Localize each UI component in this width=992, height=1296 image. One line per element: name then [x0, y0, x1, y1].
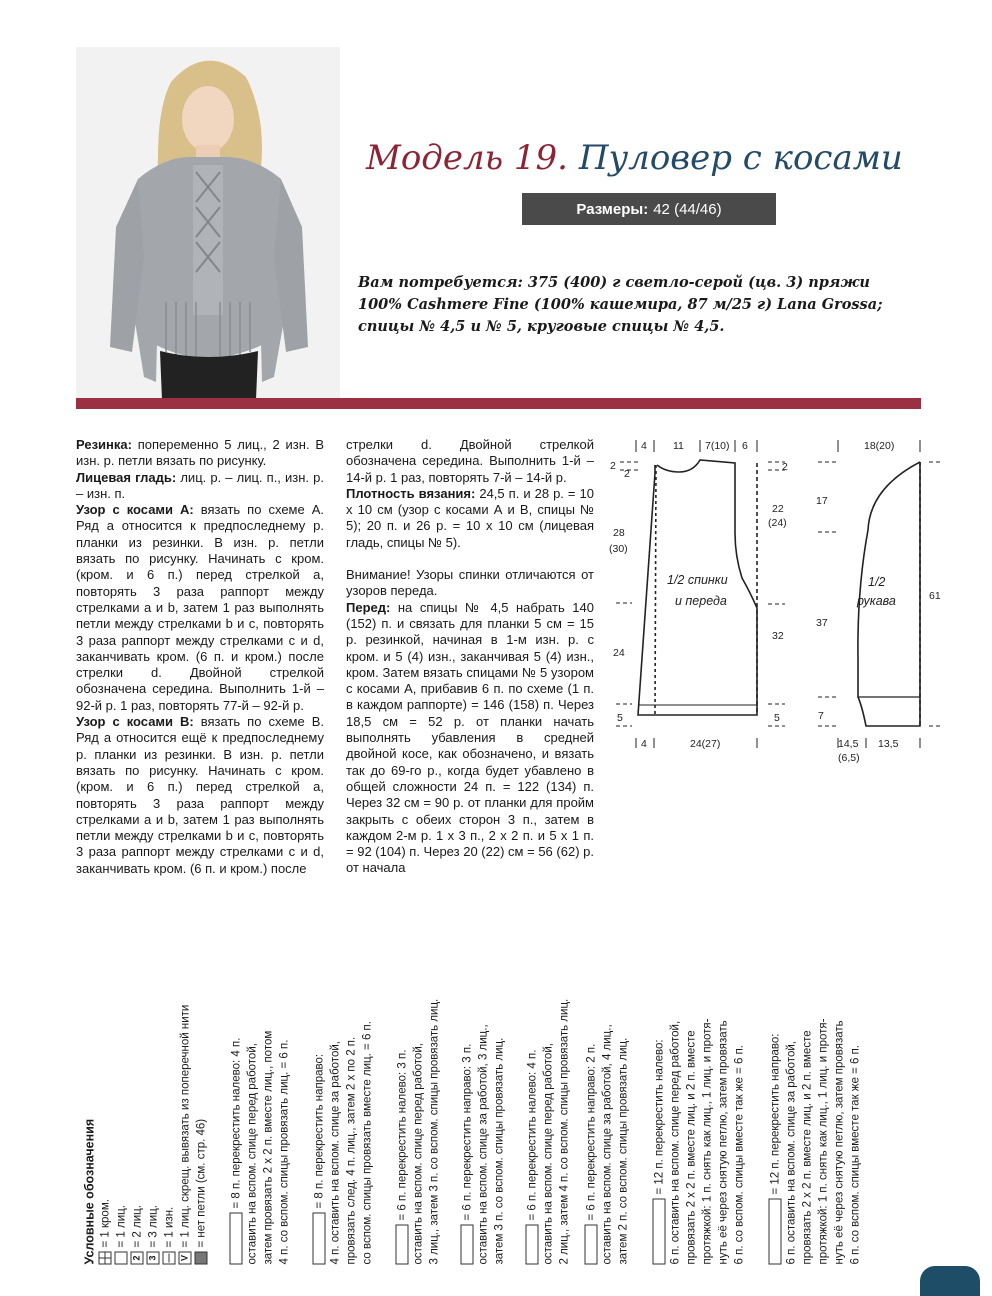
legend-item-edge — [99, 1199, 115, 1264]
cable-6-right-a-icon — [461, 1224, 474, 1264]
symbol-edge-icon — [99, 1251, 112, 1264]
legend-text-m1: = 1 лиц. скрещ. вывязать из поперечной нити — [179, 1004, 192, 1247]
legend-cross-8-right-l3: провязать след. 4 п. лиц., затем 2 х по 2 п. — [345, 1036, 358, 1264]
legend-cross-6-right-a — [461, 1043, 477, 1264]
legend-cross-6-left-b-l3: 2 лиц., затем 4 п. со вспом. спицы провязать лиц. — [558, 998, 571, 1264]
legend-item-k2 — [131, 1205, 147, 1264]
heading-front: Перед: — [346, 599, 391, 615]
symbol-no-stitch-icon — [195, 1251, 208, 1264]
heading-stockinette: Лицевая гладь: — [76, 469, 177, 485]
legend-cross-12-left-l6: 6 п. со вспом. спицы вместе так же = 6 п. — [733, 1044, 746, 1264]
cable-8-right-icon — [313, 1212, 326, 1264]
heading-density: Плотность вязания: — [346, 485, 476, 501]
dim-left-5: 5 — [617, 712, 623, 724]
cross-8-right-line1: = 8 п. перекрестить направо: — [313, 1053, 326, 1208]
materials-text: Вам потребуется: 375 (400) г светло-серой (цв. 3) пряжи 100% Cashmere Fine (100% кашемира, 87 м/25 г) Lana Grossa; спицы № 4,5 и № 5, круговые спицы № 4,5. — [358, 274, 883, 335]
legend-cross-8-right — [313, 1053, 329, 1264]
legend-cross-12-left-l2: 6 п. оставить на вспом. спице перед работой, — [669, 1020, 682, 1264]
dim-right-24: (24) — [768, 517, 787, 529]
legend-title: Условные обозначения — [82, 1118, 97, 1264]
legend-text-k2: = 2 лиц. — [131, 1204, 144, 1247]
dim-bottom-4: 4 — [641, 738, 647, 750]
dim-right-5: 5 — [774, 712, 780, 724]
dim-right-32: 32 — [772, 630, 784, 642]
legend-cross-6-left-b — [526, 1049, 542, 1264]
heading-cable-a: Узор с косами А: — [76, 502, 194, 518]
legend — [80, 944, 905, 1264]
dim-sleeve-b1: 14,5 — [838, 738, 859, 750]
dim-sleeve-top: 18(20) — [864, 440, 895, 452]
dim-left-28: 28 — [613, 527, 625, 539]
cable-6-left-a-icon — [396, 1224, 409, 1264]
legend-cross-6-right-a-l3: затем 3 п. со вспом. спицы провязать лиц. — [493, 1037, 506, 1264]
dim-right-22: 22 — [772, 503, 784, 515]
paragraph-warning: Внимание! Узоры спинки отличаются от узоров переда. — [346, 567, 594, 599]
legend-cross-12-left-l3: провязать 2 х 2 п. вместе лиц. и 2 п. вместе — [685, 1029, 698, 1264]
dim-bottom-24: 24(27) — [690, 738, 721, 750]
legend-cross-12-right-l2: 6 п. оставить на вспом. спице за работой, — [785, 1040, 798, 1264]
legend-cross-12-right — [769, 1033, 785, 1264]
legend-text-no-stitch: = нет петли (см. стр. 46) — [195, 1118, 208, 1247]
heading-rib: Резинка: — [76, 437, 132, 452]
cross-6-left-a-line1: = 6 п. перекрестить налево: 3 п. — [396, 1049, 409, 1220]
sleeve-label-line1: 1/2 — [868, 575, 886, 589]
dim-top-4: 4 — [641, 440, 647, 452]
cross-6-left-b-line1: = 6 п. перекрестить налево: 4 п. — [526, 1049, 539, 1220]
legend-item-no-stitch — [195, 1118, 211, 1264]
text-density: 24,5 п. и 28 р. = 10 х 10 см (узор с косами А и В, спицы № 5); 20 п. и 26 р. = 10 х 10 см (лицевая гладь, спицы № 5). — [346, 485, 594, 550]
symbol-p1-icon — [163, 1251, 176, 1264]
cross-12-left-line1: = 12 п. перекрестить налево: — [653, 1038, 666, 1194]
cross-8-left-line1: = 8 п. перекрестить налево: 4 п. — [230, 1037, 243, 1208]
body-schematic — [616, 460, 785, 726]
body-label-line1: 1/2 спинки — [667, 573, 728, 587]
legend-cross-12-left — [653, 1039, 669, 1264]
dim-sleeve-17: 17 — [816, 495, 828, 507]
paragraph-continued: стрелки d. Двойной стрелкой обозначена середина. Выполнить 1-й – 14-й р. 1 раз, повторять 7-й – 14-й р. — [346, 437, 594, 485]
legend-cross-8-left-l4: 4 п. со вспом. спицы провязать лиц. = 6 п. — [278, 1039, 291, 1264]
dim-sleeve-61: 61 — [929, 590, 941, 602]
text-front: на спицы № 4,5 набрать 140 (152) п. и связать для планки 5 см = 15 р. резинкой, начиная в 1-м изн. р. с кром. и 5 (4) изн., заканчивая 5 (4) изн., кром. Затем вязать спицами № 5 узором с косами А, прибавив 6 п. по схеме (1 п. в каждом раппорте) = 146 (158) п. Через 18,5 см = 52 р. от планки начать выполнять убавления в средней двойной косе, как обозначено, и вязать так до 69-го р., когда будет убавлено в общей сложности 24 п. = 122 (134) п. Через 32 см = 90 р. от планки для пройм закрыть с обеих сторон 3 п., затем в каждом 2-м р. 1 х 3 п., 2 х 2 п. и 5 х 1 п. = 92 (104) п. Через 20 (22) см = 56 (62) р. от начала — [346, 599, 594, 876]
model-name: Пуловер с косами — [578, 138, 903, 178]
legend-text-k3: = 3 лиц. — [147, 1204, 160, 1247]
cross-6-right-b-line1: = 6 п. перекрестить направо: 2 п. — [585, 1043, 598, 1220]
dim-left-2a: 2 — [610, 460, 616, 472]
legend-cross-6-right-b-l2: оставить на вспом. спице за работой, 4 лиц., — [601, 1023, 614, 1264]
dim-top-7: 7(10) — [705, 440, 730, 452]
dim-top-11: 11 — [673, 440, 684, 452]
page-number-tab — [920, 1266, 980, 1296]
sleeve-label-line2: рукава — [857, 594, 896, 608]
dim-left-24: 24 — [613, 647, 625, 659]
text-rib: попеременно 5 лиц., 2 изн. В изн. р. петли вязать по рисунку. — [76, 437, 324, 469]
sizes-label: Размеры: — [576, 200, 649, 218]
dim-right-2: 2 — [782, 461, 788, 473]
legend-text-edge: = 1 кром. — [99, 1198, 112, 1247]
sizes-value: 42 (44/46) — [653, 200, 722, 218]
text-cable-a: вязать по схеме А. Ряд а относится к предпоследнему р. планки из резинки. В изн. р. петли вязать по рисунку. Начинать с кром. (кром. и 6 п.) перед стрелкой а, повторять 3 раза раппорт между стрелками а и b, затем 1 раз выполнять петли между стрелками b и с, повторять 3 раза раппорт между стрелками с и d, заканчивать кром. (6 п. и кром.) после стрелки d. Двойной стрелкой обозначена середина. Выполнить 1-й – 92-й р. 1 раз, повторять 77-й – 92-й р. — [76, 502, 324, 713]
text-stockinette: лиц. р. – лиц. п., изн. р. – изн. п. — [76, 469, 324, 501]
symbol-m1-icon: V — [179, 1251, 192, 1264]
symbol-k2-icon: 2 — [131, 1251, 144, 1264]
legend-cross-6-left-a-l2: оставить на вспом. спице перед работой, — [412, 1042, 425, 1264]
legend-cross-12-right-l6: 6 п. со вспом. спицы вместе так же = 6 п. — [849, 1044, 862, 1264]
dim-sleeve-b2: 13,5 — [878, 738, 899, 750]
cable-6-right-b-icon — [585, 1224, 598, 1264]
dim-sleeve-b1b: (6,5) — [838, 752, 860, 764]
cross-6-right-a-line1: = 6 п. перекрестить направо: 3 п. — [461, 1043, 474, 1220]
legend-cross-8-left-l3: затем провязать 2 х 2 п. вместе лиц., потом — [262, 1030, 275, 1264]
legend-cross-12-right-l5: нуть её через снятую петлю, затем провязать — [833, 1019, 846, 1264]
legend-item-m1 — [179, 1004, 195, 1264]
cable-12-left-icon — [653, 1198, 666, 1264]
legend-item-k3 — [147, 1205, 163, 1264]
legend-cross-6-right-a-l2: оставить на вспом. спице за работой, 3 лиц., — [477, 1023, 490, 1264]
dim-top-6: 6 — [742, 440, 748, 452]
legend-cross-6-left-a-l3: 3 лиц., затем 3 п. со вспом. спицы провязать лиц. — [428, 998, 441, 1264]
dim-left-30: (30) — [609, 543, 628, 555]
legend-text-k1: = 1 лиц. — [115, 1204, 128, 1247]
symbol-k1-icon — [115, 1251, 128, 1264]
legend-cross-12-left-l5: нуть её через снятую петлю, затем провязать — [717, 1019, 730, 1264]
legend-item-p1 — [163, 1206, 179, 1264]
cable-8-left-icon — [230, 1212, 243, 1264]
legend-cross-6-left-b-l2: оставить на вспом. спице перед работой, — [542, 1042, 555, 1264]
cable-12-right-icon — [769, 1198, 782, 1264]
legend-cross-8-right-l2: 4 п. оставить на вспом. спице за работой, — [329, 1040, 342, 1264]
dim-sleeve-7: 7 — [818, 710, 824, 722]
legend-cross-12-left-l4: протяжкой: 1 п. снять как лиц., 1 лиц. и протя- — [701, 1018, 714, 1264]
legend-cross-12-right-l4: протяжкой: 1 п. снять как лиц., 1 лиц. и протя- — [817, 1018, 830, 1264]
body-label-line2: и переда — [675, 594, 727, 608]
legend-cross-8-right-l4: со вспом. спицы провязать вместе лиц. = 6 п. — [361, 1020, 374, 1264]
text-cable-b: вязать по схеме В. Ряд а относится ещё к предпоследнему р. планки из резинки. В изн. р. петли вязать по рисунку. Начинать с кром. (кром. и 6 п.) перед стрелкой а, повторять 3 раза раппорт между стрелками а и b, затем 1 раз выполнять петли между стрелками b и с, повторять 3 раза раппорт между стрелками с и d, заканчивать кром. (6 п. и кром.) после — [76, 714, 324, 876]
legend-cross-6-right-b-l3: затем 2 п. со вспом. спицы провязать лиц. — [617, 1037, 630, 1264]
cross-12-right-line1: = 12 п. перекрестить направо: — [769, 1033, 782, 1194]
legend-item-k1 — [115, 1205, 131, 1264]
dim-sleeve-37: 37 — [816, 617, 828, 629]
legend-cross-8-left-l2: оставить на вспом. спице перед работой, — [246, 1042, 259, 1264]
heading-cable-b: Узор с косами В: — [76, 714, 194, 730]
symbol-k3-icon: 3 — [147, 1251, 160, 1264]
legend-cross-6-right-b — [585, 1043, 601, 1264]
legend-cross-12-right-l3: провязать 2 х 2 п. вместе лиц. и 2 п. вместе — [801, 1029, 814, 1264]
dim-left-2b: 2 — [624, 468, 630, 480]
model-number: Модель 19. — [366, 138, 568, 178]
legend-cross-6-left-a — [396, 1049, 412, 1264]
legend-cross-8-left — [230, 1037, 246, 1264]
legend-text-p1: = 1 изн. — [163, 1206, 176, 1247]
cable-6-left-b-icon — [526, 1224, 539, 1264]
